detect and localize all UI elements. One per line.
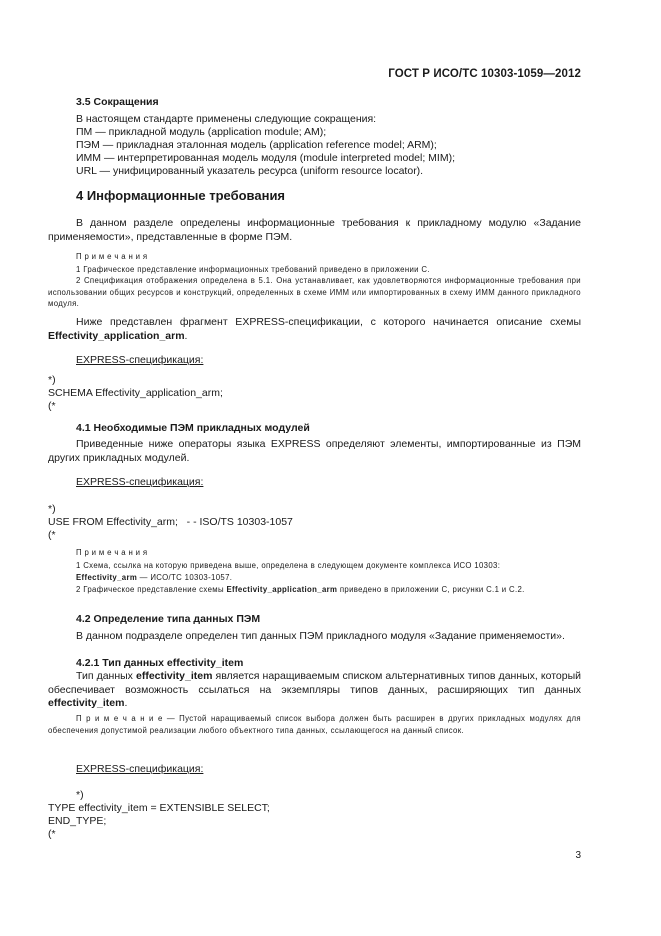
code-line: *): [48, 374, 56, 386]
schema-name: Effectivity_application_arm: [48, 329, 185, 342]
code-line: (*: [48, 529, 56, 541]
code-line: END_TYPE;: [48, 815, 107, 827]
section-4-1-paragraph: Приведенные ниже операторы языка EXPRESS определяют элементы, импортированные из ПЭМ других прикладных модулей.: [48, 438, 581, 464]
express-spec-label: EXPRESS-спецификация:: [76, 763, 204, 775]
note-1: 1 Графическое представление информационных требований приведено в приложении С.: [76, 265, 430, 274]
section-4-1-heading: 4.1 Необходимые ПЭМ прикладных модулей: [76, 422, 310, 434]
notes-label: П р и м е ч а н и я: [76, 252, 148, 261]
code-line: TYPE effectivity_item = EXTENSIBLE SELECT;: [48, 802, 270, 814]
code-line: *): [76, 789, 84, 801]
section-4-paragraph: В данном разделе определены информационные требования к прикладному модулю «Задание применяемости», представленные в форме ПЭМ.: [48, 217, 581, 243]
section-4-2-1-heading: 4.2.1 Тип данных effectivity_item: [76, 657, 244, 669]
abbreviation-item: ПЭМ — прикладная эталонная модель (application reference model; ARM);: [76, 139, 437, 151]
express-spec-label: EXPRESS-спецификация:: [76, 476, 204, 488]
code-line: USE FROM Effectivity_arm; - - ISO/TS 10303-1057: [48, 516, 293, 528]
note-1-ref: Effectivity_arm — ИСО/ТС 10303-1057.: [76, 573, 233, 582]
express-spec-label: EXPRESS-спецификация:: [76, 354, 204, 366]
document-id-header: ГОСТ Р ИСО/ТС 10303-1059—2012: [388, 68, 581, 80]
note-2: 2 Спецификация отображения определена в 5.1. Она устанавливает, как удовлетворяются информационные требования при использовании общих ресурсов и конструкций, определенных в схеме ИММ или импортированных в схему ИММ данного прикладного модуля.: [48, 276, 581, 309]
type-note: П р и м е ч а н и е — Пустой наращиваемый список выбора должен быть расширен в других прикладных модулях для обеспечения допустимой реализации любого объектного типа данных, ссылающегося на данный список.: [48, 714, 581, 735]
section-4-heading: 4 Информационные требования: [76, 188, 286, 203]
code-line: (*: [48, 828, 56, 840]
notes-label: П р и м е ч а н и я: [76, 548, 148, 557]
express-intro-paragraph: Ниже представлен фрагмент EXPRESS-спецификации, с которого начинается описание схемы Effectivity_application_arm.: [48, 316, 581, 342]
section-4-2-paragraph: В данном подразделе определен тип данных ПЭМ прикладного модуля «Задание применяемости».: [76, 630, 565, 642]
code-line: (*: [48, 400, 56, 412]
section-3-5-heading: 3.5 Сокращения: [76, 96, 159, 108]
section-4-2-1-paragraph: Тип данных effectivity_item является наращиваемым списком альтернативных типов данных, который обеспечивает возможность ссылаться на экземпляры типов данных, расширяющих тип данных effectivity_item.: [48, 670, 582, 710]
abbreviation-item: ИММ — интерпретированная модель модуля (module interpreted model; MIM);: [76, 152, 456, 164]
code-line: SCHEMA Effectivity_application_arm;: [48, 387, 223, 399]
abbreviations-intro: В настоящем стандарте применены следующие сокращения:: [76, 113, 377, 125]
abbreviation-item: ПМ — прикладной модуль (application module; AM);: [76, 126, 327, 138]
section-4-2-heading: 4.2 Определение типа данных ПЭМ: [76, 613, 261, 625]
abbreviation-item: URL — унифицированный указатель ресурса (uniform resource locator).: [76, 165, 424, 177]
note-1: 1 Схема, ссылка на которую приведена выше, определена в следующем документе комплекса ИСО 10303:: [76, 561, 501, 570]
page-number: 3: [575, 850, 581, 861]
code-line: *): [48, 503, 56, 515]
note-2: 2 Графическое представление схемы Effectivity_application_arm приведено в приложении С, рисунки С.1 и С.2.: [76, 585, 525, 594]
